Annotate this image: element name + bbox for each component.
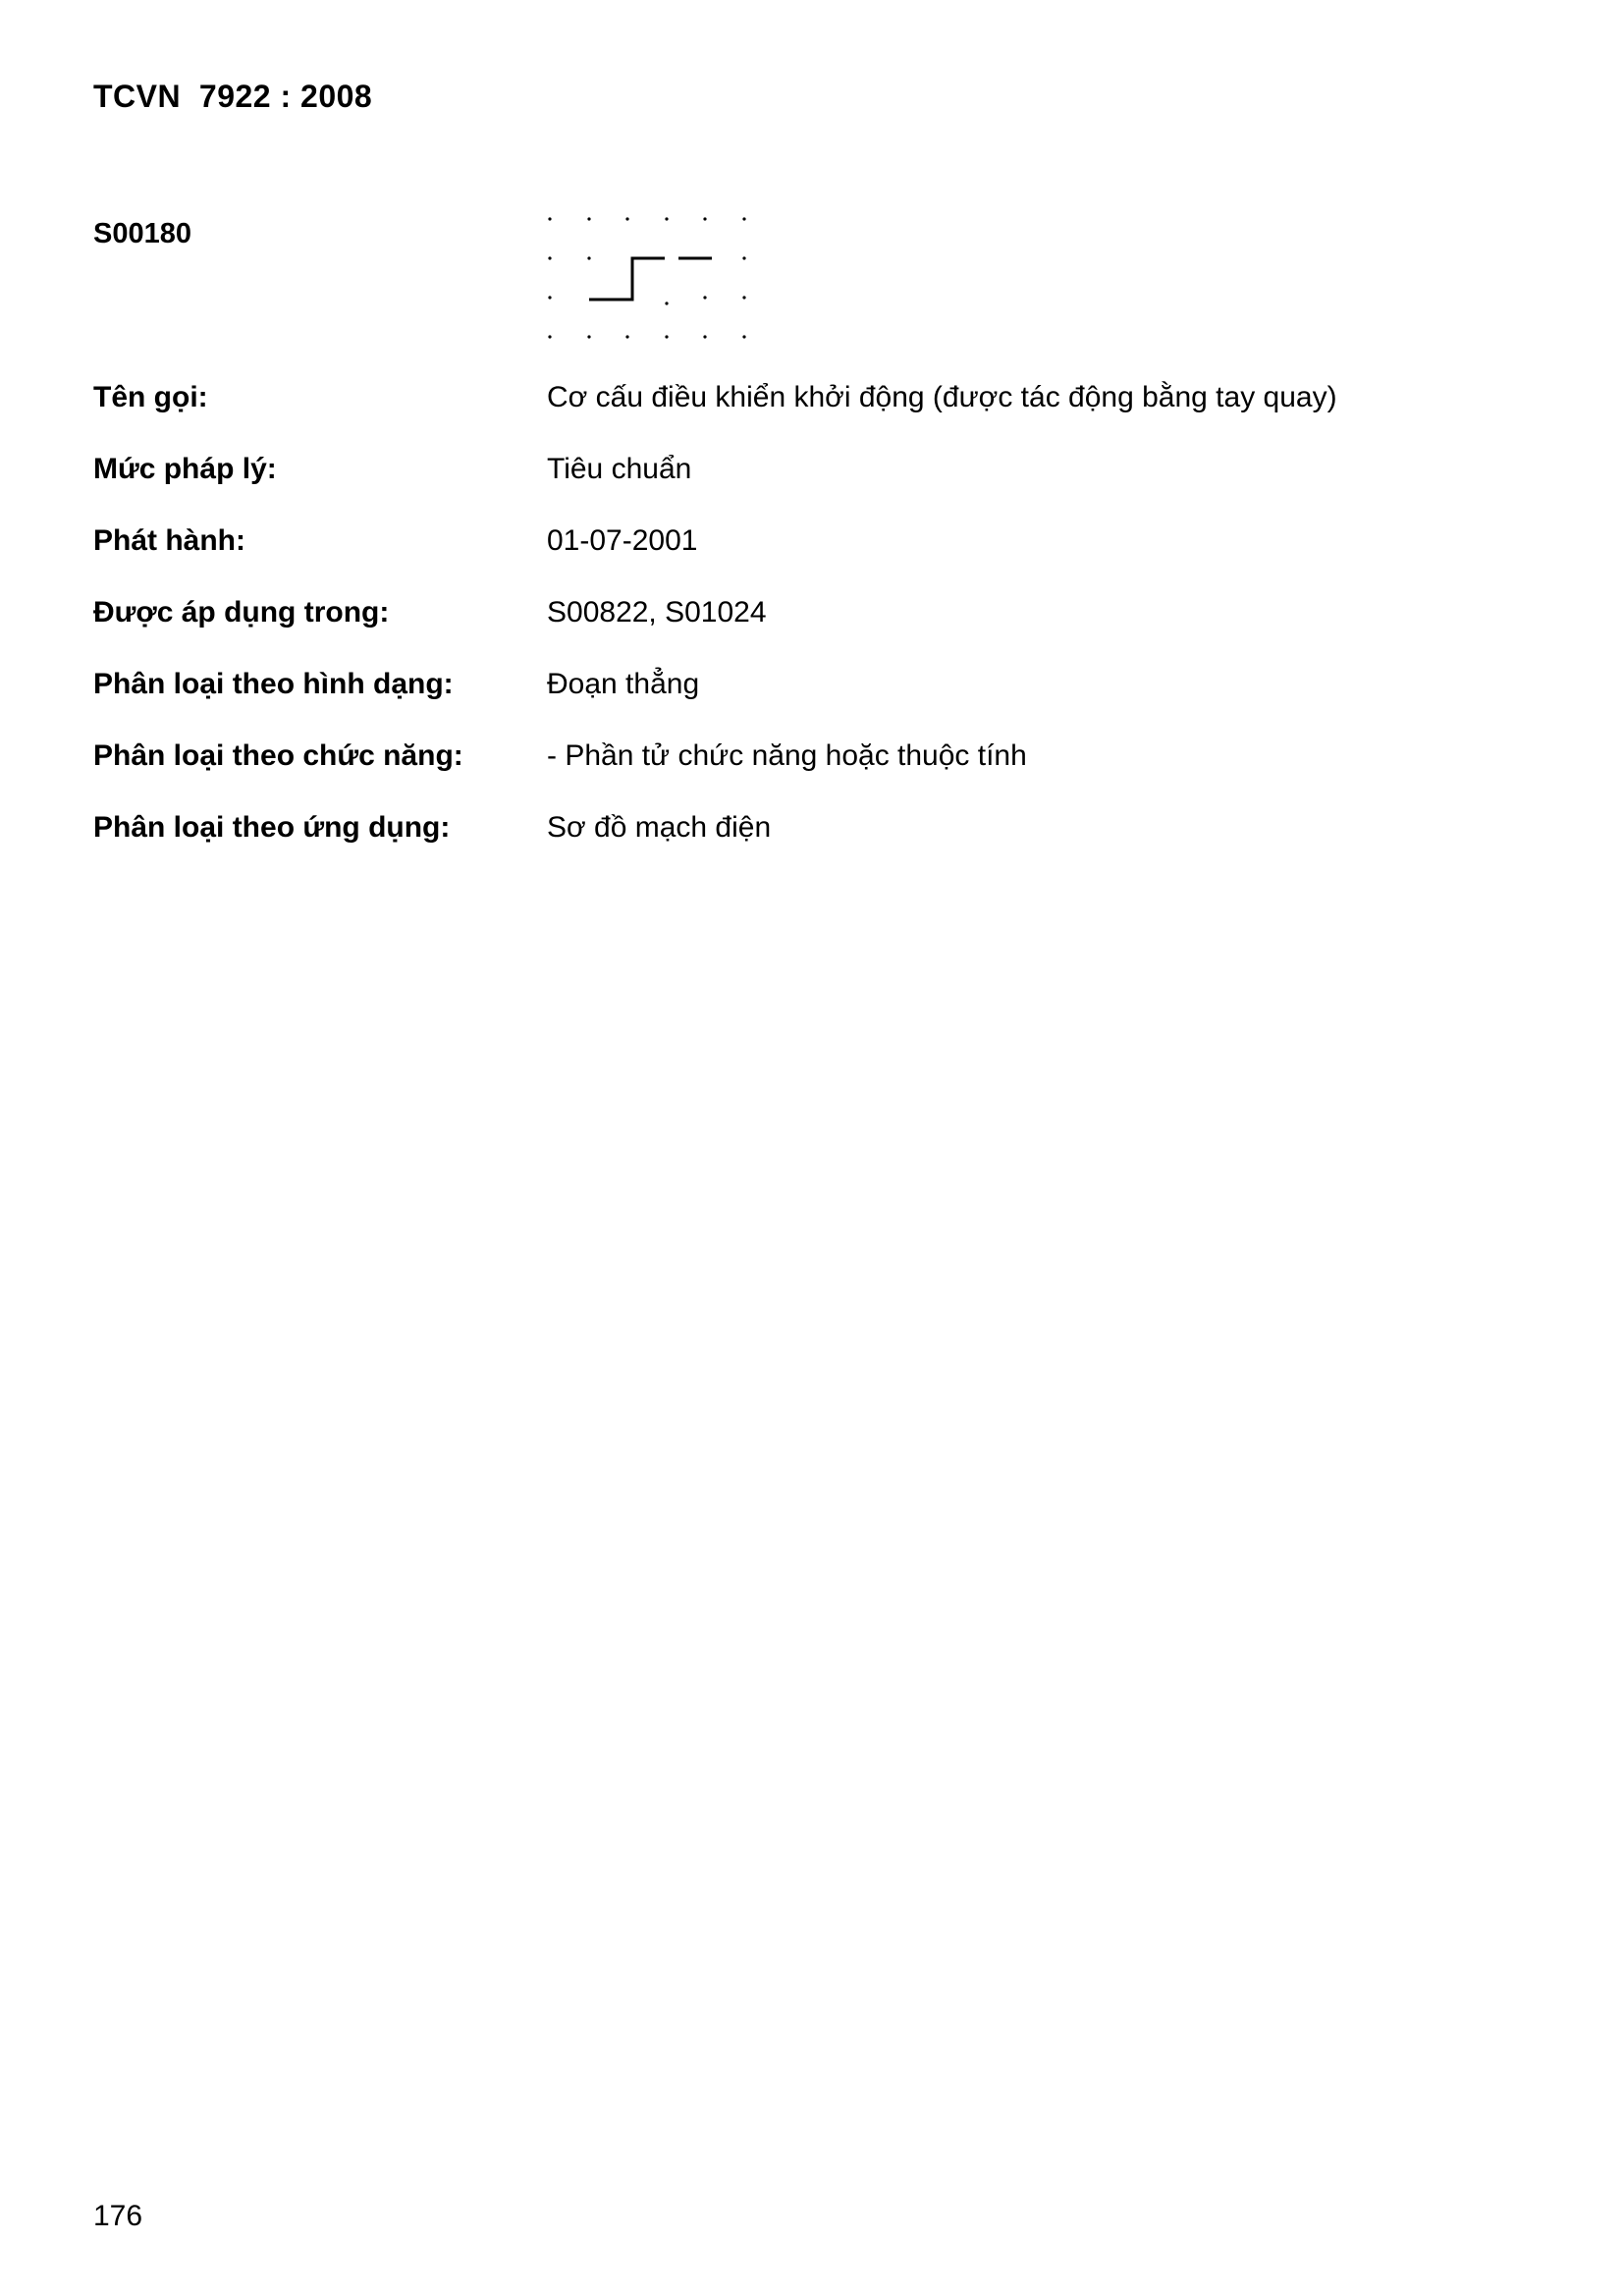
property-row-released xyxy=(93,521,1468,593)
grid-dot xyxy=(703,296,706,299)
property-value: Cơ cấu điều khiển khởi động (được tác động bằng tay quay) xyxy=(547,381,1337,413)
property-row-shape-class xyxy=(93,665,1468,737)
document-header: TCVN 7922 : 2008 xyxy=(93,79,373,114)
grid-dot xyxy=(742,256,745,259)
grid-dot xyxy=(548,217,551,220)
grid-dots xyxy=(548,217,745,338)
grid-dot xyxy=(587,217,590,220)
property-row-legal-level xyxy=(93,450,1468,521)
property-value: - Phần tử chức năng hoặc thuộc tính xyxy=(547,739,1027,772)
grid-dot xyxy=(665,217,668,220)
grid-dot xyxy=(665,335,668,338)
grid-dot xyxy=(742,296,745,299)
symbol-code: S00180 xyxy=(93,218,191,249)
grid-dot xyxy=(625,335,628,338)
property-label: Tên gọi: xyxy=(93,381,208,413)
grid-dot xyxy=(548,256,551,259)
page-number: 176 xyxy=(93,2200,143,2232)
grid-dot xyxy=(548,296,551,299)
property-row-application-class xyxy=(93,808,1468,880)
property-value: S00822, S01024 xyxy=(547,596,767,629)
property-label: Được áp dụng trong: xyxy=(93,596,390,629)
property-label: Phân loại theo ứng dụng: xyxy=(93,811,451,844)
property-label: Phân loại theo chức năng: xyxy=(93,739,463,772)
property-value: Sơ đồ mạch điện xyxy=(547,811,772,844)
grid-dot xyxy=(742,217,745,220)
property-value: Đoạn thẳng xyxy=(547,668,700,700)
grid-dot xyxy=(587,335,590,338)
grid-dot xyxy=(703,335,706,338)
property-row-applied-in xyxy=(93,593,1468,665)
property-value: Tiêu chuẩn xyxy=(547,453,692,485)
grid-dot xyxy=(587,256,590,259)
property-list xyxy=(93,378,1468,880)
symbol-figure xyxy=(535,201,771,349)
property-row-name xyxy=(93,378,1468,450)
property-value: 01-07-2001 xyxy=(547,524,698,557)
grid-dot xyxy=(548,335,551,338)
grid-dot xyxy=(742,335,745,338)
grid-dot xyxy=(665,301,668,304)
property-label: Phân loại theo hình dạng: xyxy=(93,668,454,700)
grid-dot xyxy=(703,217,706,220)
grid-dot xyxy=(625,217,628,220)
crank-step-line xyxy=(589,258,665,300)
property-label: Phát hành: xyxy=(93,524,245,557)
property-label: Mức pháp lý: xyxy=(93,453,277,485)
property-row-function-class xyxy=(93,737,1468,808)
